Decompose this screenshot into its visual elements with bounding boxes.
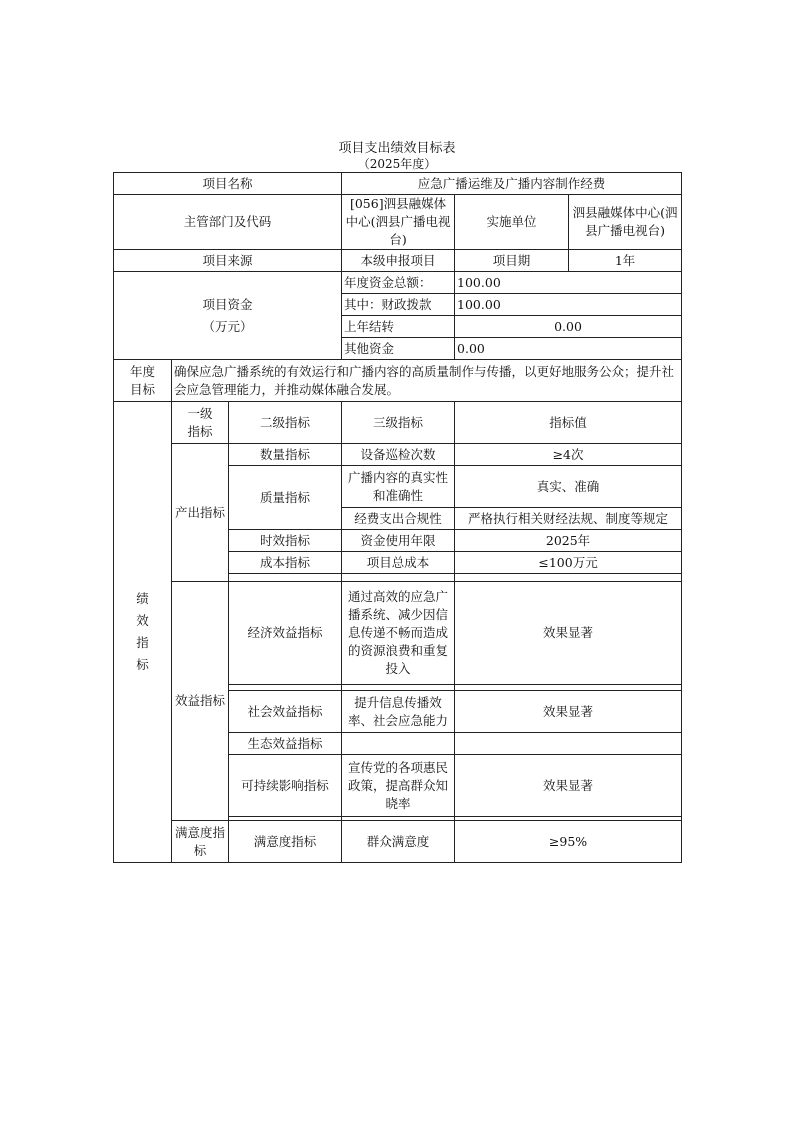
performance-target-table bbox=[113, 172, 682, 863]
document-title: 项目支出绩效目标表 bbox=[338, 141, 456, 156]
annual-goal-text: 确保应急广播系统的有效运行和广播内容的高质量制作与传播，以更好地服务公众；提升社会应急管理能力，并推动媒体融合发展。 bbox=[172, 360, 682, 402]
funds-row bbox=[114, 272, 682, 294]
project-name-label: 项目名称 bbox=[114, 173, 342, 195]
funds-fiscal-label: 其中：财政拨款 bbox=[342, 294, 455, 316]
cost-indicator-value: ≤100万元 bbox=[455, 552, 682, 574]
quality-indicator-value: 真实、准确 bbox=[455, 466, 682, 508]
economic-indicator-value: 效果显著 bbox=[455, 582, 682, 685]
source-label: 项目来源 bbox=[114, 250, 342, 272]
quality-indicator-value: 严格执行相关财经法规、制度等规定 bbox=[455, 508, 682, 530]
indicator-header-row bbox=[114, 402, 682, 444]
header-level2: 二级指标 bbox=[229, 402, 342, 444]
social-indicator-value: 效果显著 bbox=[455, 691, 682, 733]
header-value: 指标值 bbox=[455, 402, 682, 444]
funds-total-label: 年度资金总额： bbox=[342, 272, 455, 294]
satisfaction-indicator-label: 满意度指标 bbox=[229, 821, 342, 863]
spacer-cell bbox=[342, 574, 455, 582]
quality-indicator-name: 经费支出合规性 bbox=[342, 508, 455, 530]
social-indicator-name: 提升信息传播效率、社会应急能力 bbox=[342, 691, 455, 733]
cost-indicator-name: 项目总成本 bbox=[342, 552, 455, 574]
social-indicator-label: 社会效益指标 bbox=[229, 691, 342, 733]
period-value: 1年 bbox=[569, 250, 682, 272]
source-value: 本级申报项目 bbox=[342, 250, 455, 272]
satisfaction-indicators-label: 满意度指 标 bbox=[172, 821, 229, 863]
funds-fiscal-value: 100.00 bbox=[455, 294, 682, 316]
project-name-value: 应急广播运维及广播内容制作经费 bbox=[342, 173, 682, 195]
quantity-indicator-value: ≥4次 bbox=[455, 444, 682, 466]
document-year: （2025年度） bbox=[357, 157, 437, 171]
funds-other-label: 其他资金 bbox=[342, 338, 455, 360]
funds-other-value: 0.00 bbox=[455, 338, 682, 360]
funds-label: 项目资金 （万元） bbox=[114, 272, 342, 360]
quality-indicator-label: 质量指标 bbox=[229, 466, 342, 530]
ecological-indicator-name bbox=[342, 733, 455, 755]
economic-indicator-label: 经济效益指标 bbox=[229, 582, 342, 685]
quality-indicator-name: 广播内容的真实性和准确性 bbox=[342, 466, 455, 508]
implementing-unit-label: 实施单位 bbox=[455, 195, 569, 250]
implementing-unit-value: 泗县融媒体中心(泗县广播电视台) bbox=[569, 195, 682, 250]
sustainable-indicator-value: 效果显著 bbox=[455, 755, 682, 817]
benefit-indicators-label: 效益指标 bbox=[172, 582, 229, 821]
header-level1: 一级 指标 bbox=[172, 402, 229, 444]
spacer-cell bbox=[229, 574, 342, 582]
department-value: [056]泗县融媒体中心(泗县广播电视台) bbox=[342, 195, 455, 250]
performance-indicators-label: 绩 效 指 标 bbox=[114, 402, 172, 863]
economic-indicator-name: 通过高效的应急广播系统、减少因信息传递不畅而造成的资源浪费和重复投入 bbox=[342, 582, 455, 685]
funds-total-value: 100.00 bbox=[455, 272, 682, 294]
ecological-indicator-label: 生态效益指标 bbox=[229, 733, 342, 755]
cost-indicator-label: 成本指标 bbox=[229, 552, 342, 574]
time-indicator-label: 时效指标 bbox=[229, 530, 342, 552]
sustainable-indicator-name: 宣传党的各项惠民政策，提高群众知晓率 bbox=[342, 755, 455, 817]
time-indicator-name: 资金使用年限 bbox=[342, 530, 455, 552]
satisfaction-indicator-value: ≥95% bbox=[455, 821, 682, 863]
ecological-indicator-value bbox=[455, 733, 682, 755]
satisfaction-indicator-name: 群众满意度 bbox=[342, 821, 455, 863]
funds-carryover-label: 上年结转 bbox=[342, 316, 455, 338]
funds-carryover-value: 0.00 bbox=[455, 316, 682, 338]
spacer-cell bbox=[455, 574, 682, 582]
annual-goal-label: 年度 目标 bbox=[114, 360, 172, 402]
annual-goal-row bbox=[114, 360, 682, 402]
time-indicator-value: 2025年 bbox=[455, 530, 682, 552]
table-row bbox=[114, 444, 682, 466]
sustainable-indicator-label: 可持续影响指标 bbox=[229, 755, 342, 817]
header-level3: 三级指标 bbox=[342, 402, 455, 444]
period-label: 项目期 bbox=[455, 250, 569, 272]
department-row bbox=[114, 195, 682, 250]
source-row bbox=[114, 250, 682, 272]
project-name-row bbox=[114, 173, 682, 195]
output-indicators-label: 产出指标 bbox=[172, 444, 229, 582]
department-label: 主管部门及代码 bbox=[114, 195, 342, 250]
quantity-indicator-label: 数量指标 bbox=[229, 444, 342, 466]
table-row bbox=[114, 582, 682, 685]
table-row bbox=[114, 821, 682, 863]
quantity-indicator-name: 设备巡检次数 bbox=[342, 444, 455, 466]
